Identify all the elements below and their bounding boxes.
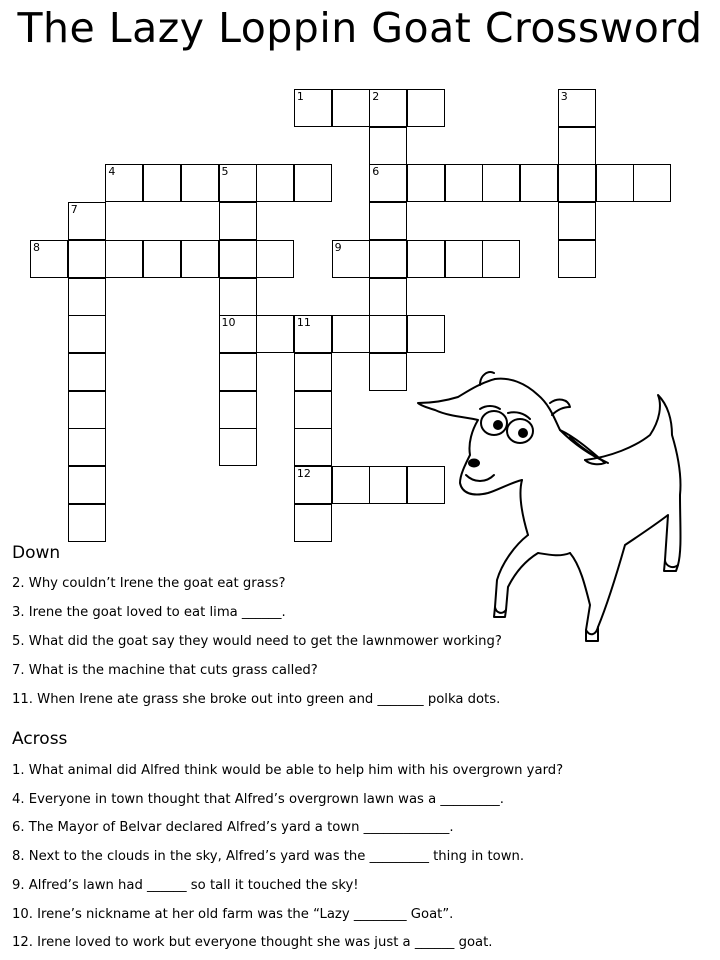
crossword-cell[interactable] [68,240,106,278]
crossword-cell[interactable] [256,240,294,278]
crossword-cell[interactable] [369,202,407,240]
crossword-cell[interactable] [558,202,596,240]
clue-number: 6 [372,165,380,179]
crossword-cell[interactable] [30,240,68,278]
down-clue: 2. Why couldn’t Irene the goat eat grass? [12,576,286,591]
crossword-cell[interactable] [407,315,445,353]
across-clue: 12. Irene loved to work but everyone thought she was just a ______ goat. [12,935,493,951]
crossword-cell[interactable] [181,240,219,278]
crossword-cell[interactable] [407,164,445,202]
crossword-cell[interactable] [143,240,181,278]
crossword-cell[interactable] [294,391,332,429]
crossword-cell[interactable] [68,353,106,391]
clue-number: 5 [221,165,229,179]
clue-number: 11 [296,316,311,330]
across-clue: 6. The Mayor of Belvar declared Alfred’s yard a town _____________. [12,820,454,836]
crossword-cell[interactable] [219,315,257,353]
goat-illustration [410,365,720,650]
crossword-cell[interactable] [482,164,520,202]
crossword-cell[interactable] [332,89,370,127]
crossword-cell[interactable] [558,164,596,202]
down-clue: 7. What is the machine that cuts grass called? [12,663,318,678]
clue-number: 2 [372,90,380,103]
crossword-cell[interactable] [294,428,332,466]
crossword-cell[interactable] [332,315,370,353]
crossword-cell[interactable] [294,164,332,202]
crossword-cell[interactable] [558,240,596,278]
crossword-cell[interactable] [219,164,257,202]
crossword-cell[interactable] [294,315,332,353]
crossword-cell[interactable] [68,391,106,429]
across-clue: 10. Irene’s nickname at her old farm was the “Lazy ________ Goat”. [12,906,454,922]
clue-number: 4 [108,165,116,179]
across-clue: 8. Next to the clouds in the sky, Alfred’s yard was the _________ thing in town. [12,849,525,865]
clue-number: 8 [33,240,40,254]
crossword-cell[interactable] [68,466,106,504]
crossword-cell[interactable] [294,466,332,504]
page-title: The Lazy Loppin Goat Crossword [17,4,703,52]
crossword-cell[interactable] [369,315,407,353]
crossword-cell[interactable] [558,89,596,127]
crossword-cell[interactable] [105,240,143,278]
crossword-cell[interactable] [369,164,407,202]
crossword-cell[interactable] [596,164,634,202]
crossword-cell[interactable] [445,240,483,278]
crossword-cell[interactable] [369,240,407,278]
crossword-cell[interactable] [256,164,294,202]
clue-number: 10 [221,316,236,330]
crossword-cell[interactable] [181,164,219,202]
down-clue: 5. What did the goat say they would need to get the lawnmower working? [12,634,502,649]
clue-number: 3 [560,90,568,103]
crossword-cell[interactable] [369,127,407,165]
crossword-cell[interactable] [219,391,257,429]
crossword-cell[interactable] [633,164,671,202]
crossword-cell[interactable] [68,278,106,316]
crossword-cell[interactable] [68,315,106,353]
crossword-cell[interactable] [369,353,407,391]
clue-number: 9 [334,240,342,254]
crossword-cell[interactable] [520,164,558,202]
crossword-cell[interactable] [482,240,520,278]
clue-number: 1 [296,90,304,103]
crossword-cell[interactable] [256,315,294,353]
crossword-cell[interactable] [369,466,407,504]
crossword-cell[interactable] [219,428,257,466]
crossword-cell[interactable] [219,353,257,391]
crossword-cell[interactable] [332,240,370,278]
across-clue: 4. Everyone in town thought that Alfred’s overgrown lawn was a _________. [12,791,504,807]
crossword-cell[interactable] [558,127,596,165]
down-heading: Down [12,543,61,563]
crossword-cell[interactable] [68,428,106,466]
crossword-cell[interactable] [68,504,106,542]
across-clue: 9. Alfred’s lawn had ______ so tall it touched the sky! [12,877,359,893]
crossword-cell[interactable] [105,164,143,202]
crossword-cell[interactable] [369,89,407,127]
crossword-cell[interactable] [219,240,257,278]
clue-number: 12 [296,467,311,480]
crossword-cell[interactable] [68,202,106,240]
crossword-cell[interactable] [332,466,370,504]
crossword-cell[interactable] [219,202,257,240]
crossword-cell[interactable] [294,89,332,127]
crossword-cell[interactable] [143,164,181,202]
crossword-cell[interactable] [294,353,332,391]
crossword-cell[interactable] [369,278,407,316]
crossword-cell[interactable] [407,240,445,278]
clue-number: 7 [70,203,78,217]
crossword-cell[interactable] [445,164,483,202]
down-clue: 11. When Irene ate grass she broke out into green and _______ polka dots. [12,692,501,707]
crossword-cell[interactable] [219,278,257,316]
crossword-cell[interactable] [407,89,445,127]
down-clue: 3. Irene the goat loved to eat lima ______. [12,605,286,620]
across-heading: Across [12,729,68,749]
across-clue: 1. What animal did Alfred think would be able to help him with his overgrown yard? [12,763,564,778]
crossword-cell[interactable] [294,504,332,542]
